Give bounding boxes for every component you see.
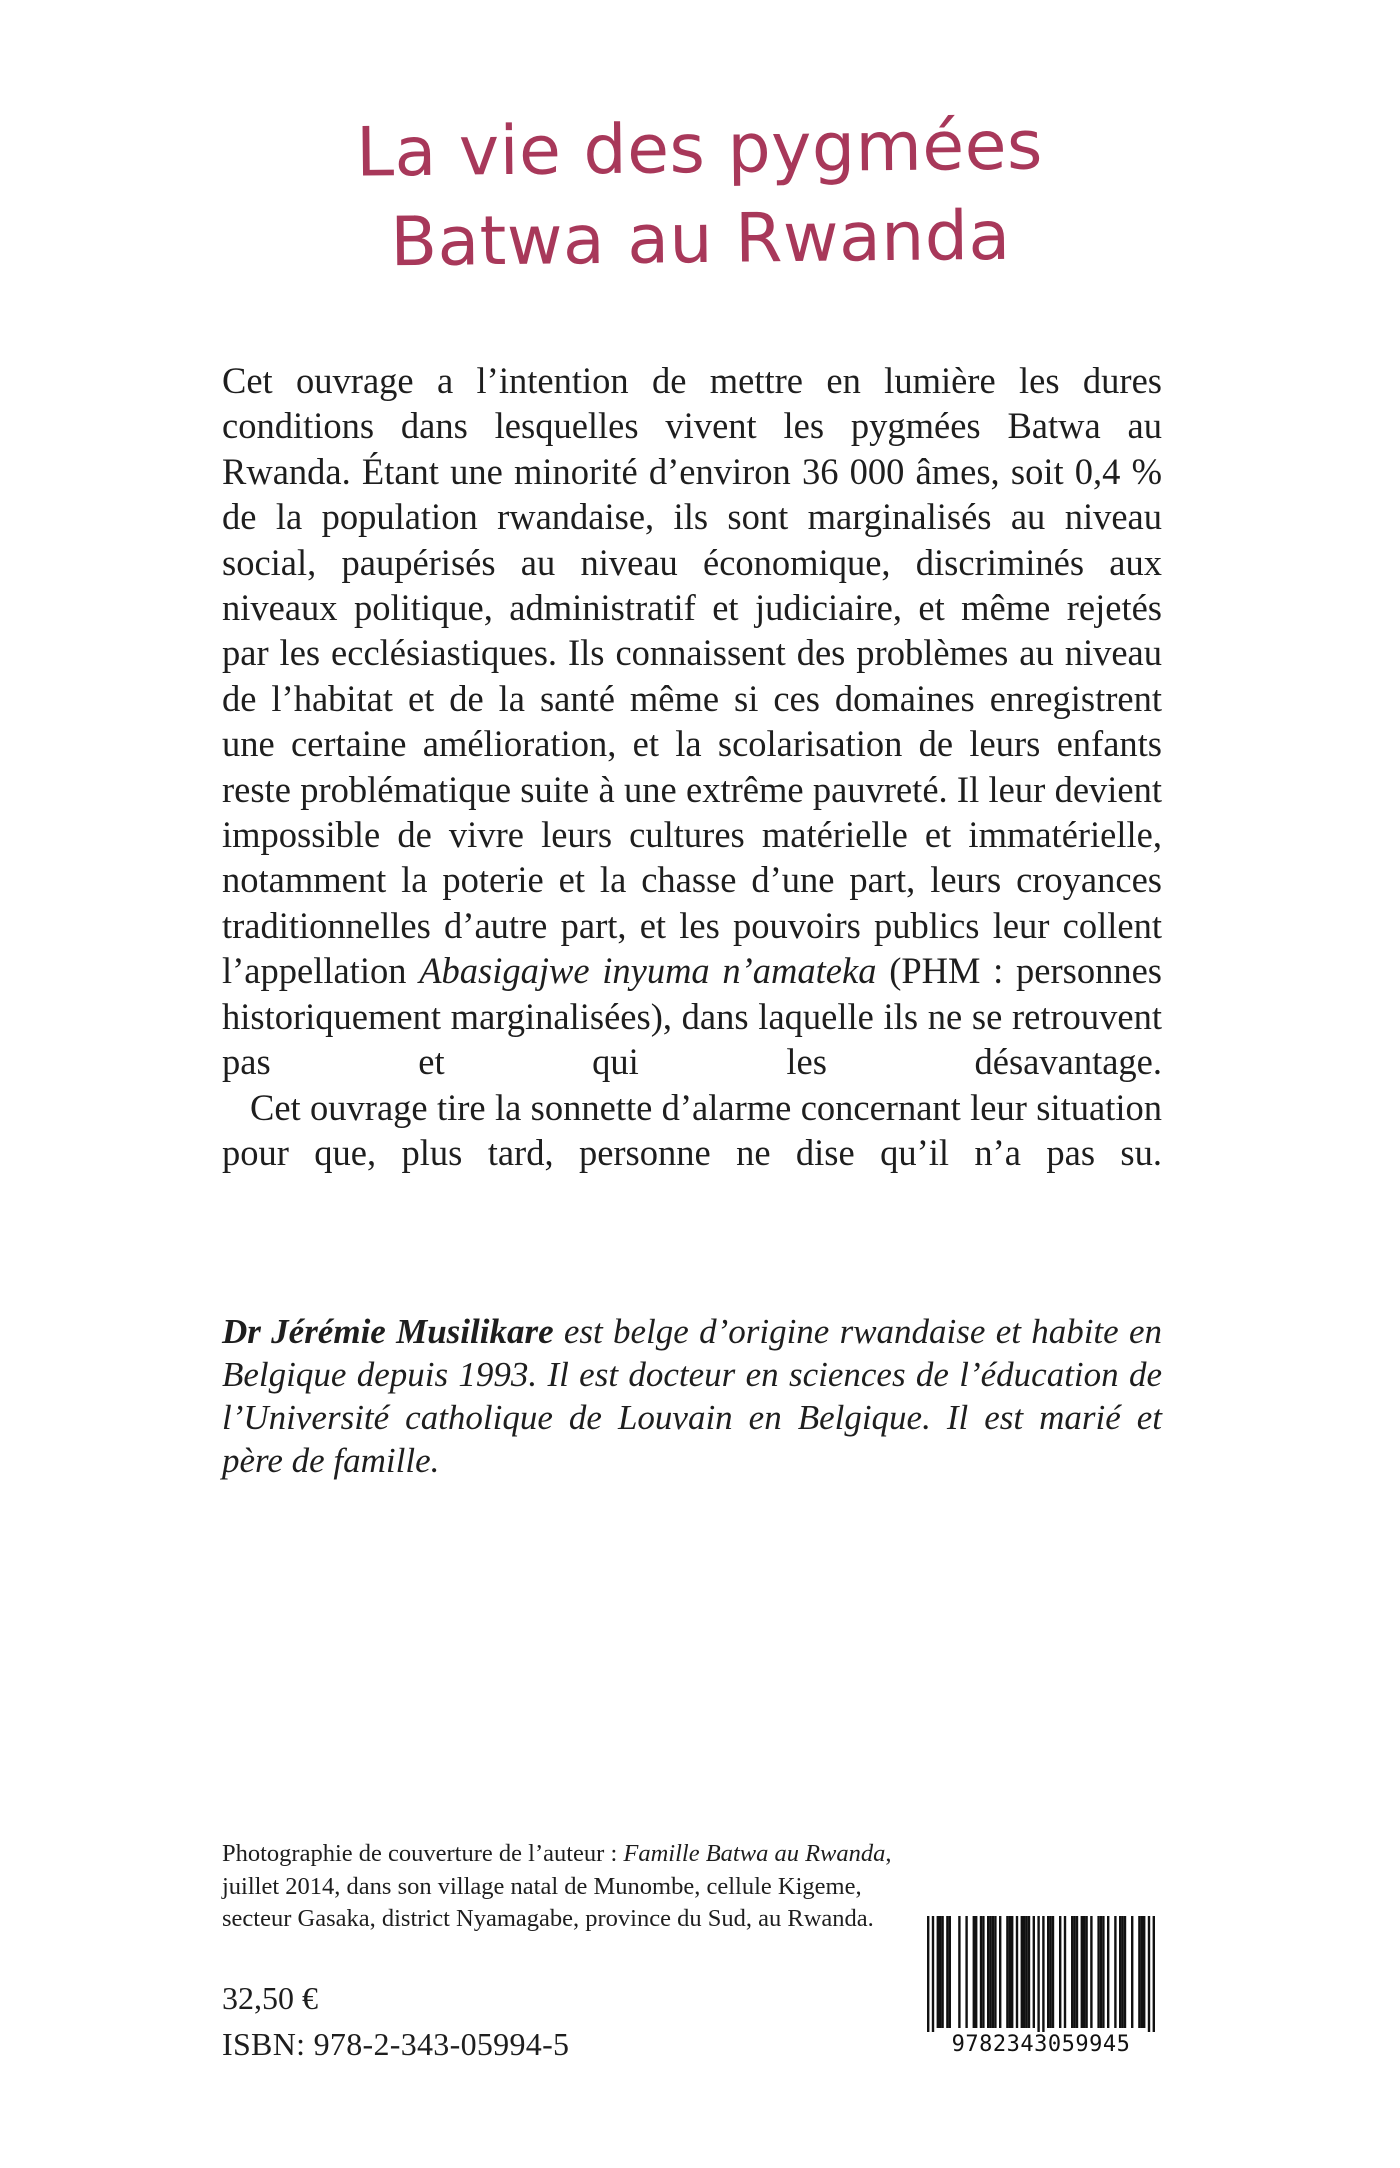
barcode-bar: [1006, 1916, 1008, 2028]
barcode-bar: [1025, 1916, 1027, 2028]
barcode-bar: [1016, 1916, 1018, 2028]
barcode-bar: [1076, 1916, 1078, 2028]
barcode-bar: [958, 1916, 960, 2028]
barcode-bar: [1037, 1916, 1039, 2032]
summary-paragraph-1-end: (PHM : personnes historiquement marginalisées), dans laquelle ils ne se retrouvent pas et qui les désavantage.: [222, 950, 1162, 1083]
credit-photo-title: Famille Batwa au Rwanda: [623, 1840, 886, 1867]
barcode-bar: [1100, 1916, 1102, 2028]
credit-rest: , juillet 2014, dans son village natal de Munombe, cellule Kigeme, secteur Gasaka, district Nyamagabe, province du Sud, au Rwanda.: [222, 1840, 892, 1932]
barcode-bar: [939, 1916, 941, 2028]
barcode-bar: [1119, 1916, 1121, 2028]
barcode-bar: [1023, 1916, 1025, 2028]
barcode-bar: [1071, 1916, 1073, 2028]
barcode-bar: [1138, 1916, 1140, 2028]
book-title: [299, 101, 1101, 289]
credit-paragraph: [222, 1838, 922, 1936]
barcode-bar: [992, 1916, 994, 2028]
author-bio-paragraph: [222, 1310, 1162, 1482]
price: 32,50 €: [222, 1980, 318, 2016]
summary-paragraph-2: Cet ouvrage tire la sonnette d’alarme concernant leur situation pour que, plus tard, personne ne dise qu’il n’a pas su.: [222, 1086, 1162, 1173]
barcode-bar: [975, 1916, 977, 2028]
summary-italic-term: Abasigajwe inyuma n’amateka: [419, 950, 877, 992]
barcode-bar: [1131, 1916, 1133, 2028]
barcode-bar: [1107, 1916, 1109, 2028]
barcode-bar: [980, 1916, 982, 2028]
barcode-bar: [994, 1916, 996, 2028]
cover-photo-credit: [222, 1838, 922, 1936]
barcode-bar: [999, 1916, 1001, 2028]
barcode-bar: [1021, 1916, 1023, 2028]
barcode-bar: [1009, 1916, 1011, 2028]
barcode-bar: [1102, 1916, 1104, 2028]
barcode-bar: [1141, 1916, 1143, 2028]
barcode-bar: [1083, 1916, 1085, 2028]
barcode-bar: [1124, 1916, 1126, 2028]
barcode-bar: [946, 1916, 948, 2028]
barcode-digits: 9782343059945: [912, 2032, 1170, 2058]
barcode-bar: [1114, 1916, 1116, 2028]
barcode-bar: [937, 1916, 939, 2028]
barcode-bar: [1081, 1916, 1083, 2028]
barcode-bar: [989, 1916, 991, 2028]
barcode-bar: [1153, 1916, 1155, 2032]
barcode-bar: [1143, 1916, 1145, 2028]
barcode-bar: [1085, 1916, 1087, 2028]
barcode-bars: [912, 1912, 1170, 2032]
book-title-line-1: La vie des pygmées: [355, 106, 1044, 193]
author-bio-text: est belge d’origine rwandaise et habite en Belgique depuis 1993. Il est docteur en sciences de l’éducation de l’Université catholique de Louvain en Belgique. Il est marié et père de famille.: [222, 1312, 1162, 1480]
summary-paragraph-1: [222, 358, 1162, 1085]
author-name: Dr Jérémie Musilikare: [222, 1312, 554, 1351]
barcode-bar: [1049, 1916, 1051, 2028]
barcode-bar: [927, 1916, 929, 2032]
barcode-bar: [1064, 1916, 1066, 2028]
barcode-bar: [1028, 1916, 1030, 2028]
barcode-bar: [1047, 1916, 1049, 2028]
barcode-bar: [932, 1916, 934, 2032]
book-title-line-2: Batwa au Rwanda: [389, 196, 1011, 283]
barcode-bar: [1121, 1916, 1123, 2028]
barcode-bar: [1011, 1916, 1013, 2028]
barcode-bar: [1090, 1916, 1092, 2028]
barcode-bar: [1097, 1916, 1099, 2028]
barcode-bar: [941, 1916, 943, 2028]
barcode-bar: [1042, 1916, 1044, 2032]
author-bio: [222, 1310, 1162, 1482]
barcode-bar: [965, 1916, 967, 2028]
barcode-bar: [973, 1916, 975, 2028]
isbn: ISBN: 978-2-343-05994-5: [222, 2026, 570, 2062]
book-summary: [222, 358, 1162, 1175]
barcode-bar: [1052, 1916, 1054, 2028]
credit-prefix: Photographie de couverture de l’auteur :: [222, 1840, 624, 1867]
barcode-bar: [982, 1916, 984, 2028]
barcode-bar: [949, 1916, 951, 2028]
barcode-bar: [1148, 1916, 1150, 2032]
barcode-bar: [987, 1916, 989, 2028]
summary-paragraph-1-text: Cet ouvrage a l’intention de mettre en lumière les dures conditions dans lesquelles vivent les pygmées Batwa au Rwanda. Étant une minorité d’environ 36 000 âmes, soit 0,4 % de la population rwandaise, ils sont marginalisés au niveau social, paupérisés au niveau économique, discriminés aux niveaux politique, administratif et judiciaire, et même rejetés par les ecclésiastiques. Ils connaissent des problèmes au niveau de l’habitat et de la santé même si ces domaines enregistrent une certaine amélioration, et la scolarisation de leurs enfants reste problématique suite à une extrême pauvreté. Il leur devient impossible de vivre leurs cultures matérielle et immatérielle, notamment la poterie et la chasse d’une part, leurs croyances traditionnelles d’autre part, et les pouvoirs publics leur collent l’appellation: [222, 360, 1162, 992]
barcode-bar: [1033, 1916, 1035, 2028]
barcode-bar: [1059, 1916, 1061, 2028]
barcode-bar: [1073, 1916, 1075, 2028]
